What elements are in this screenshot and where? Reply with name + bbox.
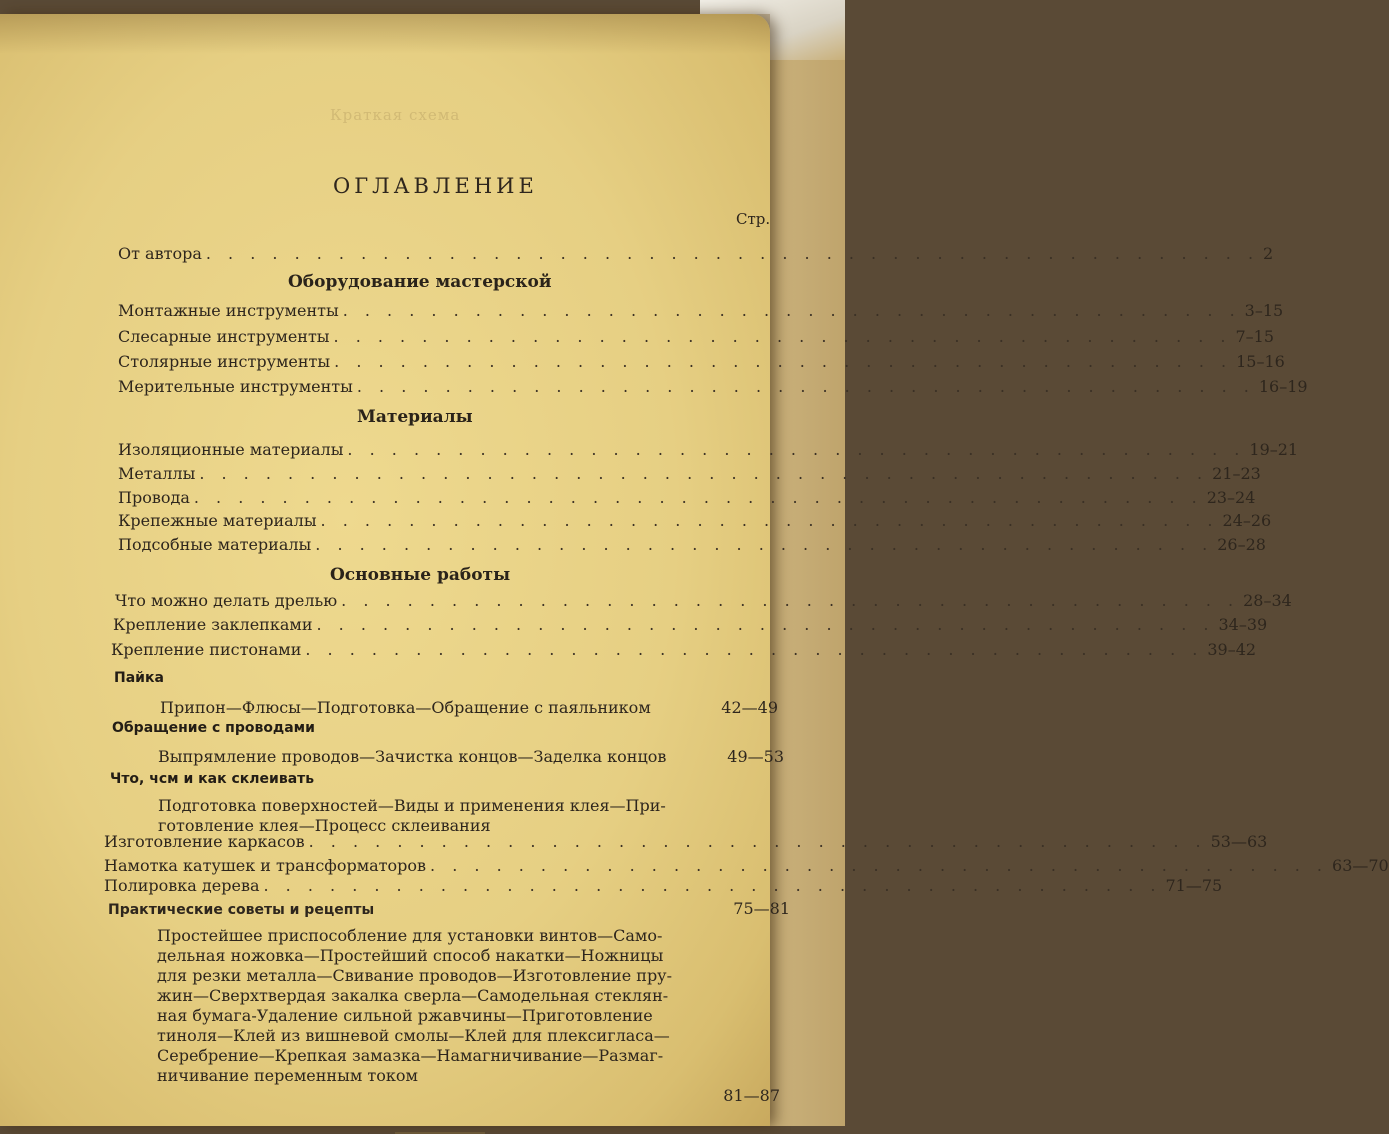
entry-label: Монтажные инструменты: [118, 301, 339, 320]
toc-entry: [118, 377, 1308, 401]
leader-dots: . . . . . . . . . . . . . . . . . . . . . . . . . . . . . . . . . . . . . . . . .: [305, 640, 1204, 659]
toc-entry: [118, 464, 1261, 488]
paragraph-line: для резки металла—Свивание проводов—Изготовление пру-: [157, 966, 672, 985]
entry-page: 53—63: [1210, 832, 1268, 851]
leader-dots: . . . . . . . . . . . . . . . . . . . . . . . . . . . . . . . . . . . . . . . . .: [430, 856, 1329, 875]
leader-dots: . . . . . . . . . . . . . . . . . . . . . . . . . . . . . . . . . . . . . . . . .: [347, 440, 1246, 459]
section-heading: Оборудование мастерской: [288, 272, 552, 292]
section-heading: Материалы: [357, 407, 473, 427]
entry-page: 81—87: [723, 1086, 780, 1105]
entry-label: Подсобные материалы: [118, 535, 312, 554]
entry-label: Столярные инструменты: [118, 352, 331, 371]
paragraph-line: дельная ножовка—Простейший способ накатки—Ножницы: [157, 946, 664, 965]
leader-dots: . . . . . . . . . . . . . . . . . . . . . . . . . . . . . . . . . . . . . . . . .: [341, 591, 1240, 610]
leader-dots: . . . . . . . . . . . . . . . . . . . . . . . . . . . . . . . . . . . . . . . . .: [316, 615, 1215, 634]
entry-page: 19–21: [1249, 440, 1299, 459]
entry-label: Металлы: [118, 464, 196, 483]
entry-label: Мерительные инструменты: [118, 377, 353, 396]
entry-page: 24–26: [1222, 511, 1272, 530]
subsection-entry: [160, 698, 778, 722]
entry-page: 39–42: [1207, 640, 1257, 659]
leader-dots: . . . . . . . . . . . . . . . . . . . . . . . . . . . . . . . . . . . . . . . . .: [320, 511, 1219, 530]
toc-entry: [104, 876, 1223, 900]
entry-page: 16–19: [1258, 377, 1308, 396]
toc-entry: [115, 591, 1292, 615]
leader-dots: . . . . . . . . . . . . . . . . . . . . . . . . . . . . . . . . . . . . . . . . .: [333, 327, 1232, 346]
entry-label: От автора: [118, 244, 202, 263]
leader-dots: . . . . . . . . . . . . . . . . . . . . . . . . . . . . . . . . . . . . . . . . . . . . . .: [199, 464, 1209, 483]
paragraph-line: тиноля—Клей из вишневой смолы—Клей для плексигласа—: [157, 1026, 670, 1045]
toc-entry: [118, 327, 1275, 351]
leader-dots: . . . . . . . . . . . . . . . . . . . . . . . . . . . . . . . . . . . . . . . . .: [334, 352, 1233, 371]
entry-label: Что можно делать дрелью: [115, 591, 338, 610]
toc-entry: [118, 488, 1256, 512]
page-title: ОГЛАВЛЕНИЕ: [333, 174, 538, 198]
toc-entry: [113, 615, 1268, 639]
entry-label: Крепление заклепками: [113, 615, 313, 634]
entry-label: Провода: [118, 488, 190, 507]
paragraph-line: жин—Сверхтвердая закалка сверла—Самодельная стеклян-: [157, 986, 669, 1005]
subsection-heading: Обращение с проводами: [112, 720, 315, 736]
leader-dots: . . . . . . . . . . . . . . . . . . . . . . . . . . . . . . . . . . . . . . . . .: [263, 876, 1162, 895]
paragraph-line: готовление клея—Процесс склеивания: [158, 816, 491, 835]
subsection-entry: [158, 747, 784, 771]
leader-dots: . . . . . . . . . . . . . . . . . . . . . . . . . . . . . . . . . . . . . . . . .: [342, 301, 1241, 320]
entry-label: Изоляционные материалы: [118, 440, 344, 459]
entry-page: 26–28: [1217, 535, 1266, 554]
page-column-header: Стр.: [736, 210, 771, 228]
entry-page: 7–15: [1235, 327, 1275, 346]
paragraph-line: ничивание переменным током: [157, 1066, 418, 1085]
entry-label: Изготовление каркасов: [104, 832, 305, 851]
paragraph-line: ная бумага-Удаление сильной ржавчины—Приготовление: [157, 1006, 653, 1025]
subsection-entry: [108, 899, 790, 923]
paragraph-line: Простейшее приспособление для установки винтов—Само-: [157, 926, 663, 945]
entry-label: Полировка дерева: [104, 876, 260, 895]
table-of-contents: [0, 14, 1389, 1126]
subsection-paragraph: [158, 796, 666, 836]
book-page: [0, 14, 1389, 1126]
entry-page: 75—81: [733, 899, 790, 918]
subsection-text: Выпрямление проводов—Зачистка концов—Заделка концов: [158, 747, 667, 766]
subsection-text: Припон—Флюсы—Подготовка—Обращение с паяльником: [160, 698, 651, 717]
toc-entry: [104, 832, 1268, 856]
leader-dots: . . . . . . . . . . . . . . . . . . . . . . . . . . . . . . . . . . . . . . . . .: [356, 377, 1255, 396]
entry-page: 63—70: [1332, 856, 1389, 875]
section-heading: Основные работы: [330, 565, 511, 585]
subsection-heading: Практические советы и рецепты: [108, 902, 375, 918]
toc-entry: [118, 511, 1272, 535]
entry-page: 71—75: [1165, 876, 1223, 895]
entry-page: 28–34: [1243, 591, 1292, 610]
toc-entry: [118, 244, 1274, 268]
entry-page: 15–16: [1236, 352, 1285, 371]
entry-page: 21–23: [1212, 464, 1261, 483]
entry-label: Слесарные инструменты: [118, 327, 330, 346]
subsection-heading: Пайка: [114, 670, 164, 686]
toc-entry: [118, 440, 1299, 464]
entry-label: Крепление пистонами: [111, 640, 302, 659]
subsection-heading: Что, чсм и как склеивать: [110, 771, 315, 787]
entry-page: 34–39: [1218, 615, 1268, 634]
final-page-number: [680, 1086, 780, 1110]
paragraph-line: Серебрение—Крепкая замазка—Намагничивание—Размаг-: [157, 1046, 664, 1065]
bleed-through-text: Краткая схема: [330, 106, 461, 124]
entry-page: 2: [1263, 244, 1274, 263]
leader-dots: . . . . . . . . . . . . . . . . . . . . . . . . . . . . . . . . . . . . . . . . .: [315, 535, 1214, 554]
entry-label: Крепежные материалы: [118, 511, 317, 530]
toc-entry: [118, 352, 1285, 376]
subsection-paragraph: [157, 926, 672, 1086]
entry-label: Намотка катушек и трансформаторов: [104, 856, 427, 875]
leader-dots: . . . . . . . . . . . . . . . . . . . . . . . . . . . . . . . . . . . . . . . . . . . . . .: [193, 488, 1203, 507]
paragraph-line: Подготовка поверхностей—Виды и применения клея—При-: [158, 796, 666, 815]
leader-dots: . . . . . . . . . . . . . . . . . . . . . . . . . . . . . . . . . . . . . . . . . . . . . . . .: [205, 244, 1260, 263]
entry-page: 3–15: [1244, 301, 1284, 320]
entry-page: 49—53: [727, 747, 784, 766]
toc-entry: [111, 640, 1257, 664]
toc-entry: [118, 301, 1284, 325]
entry-page: 23–24: [1206, 488, 1256, 507]
entry-page: 42—49: [721, 698, 778, 717]
toc-entry: [118, 535, 1266, 559]
leader-dots: . . . . . . . . . . . . . . . . . . . . . . . . . . . . . . . . . . . . . . . . .: [308, 832, 1207, 851]
